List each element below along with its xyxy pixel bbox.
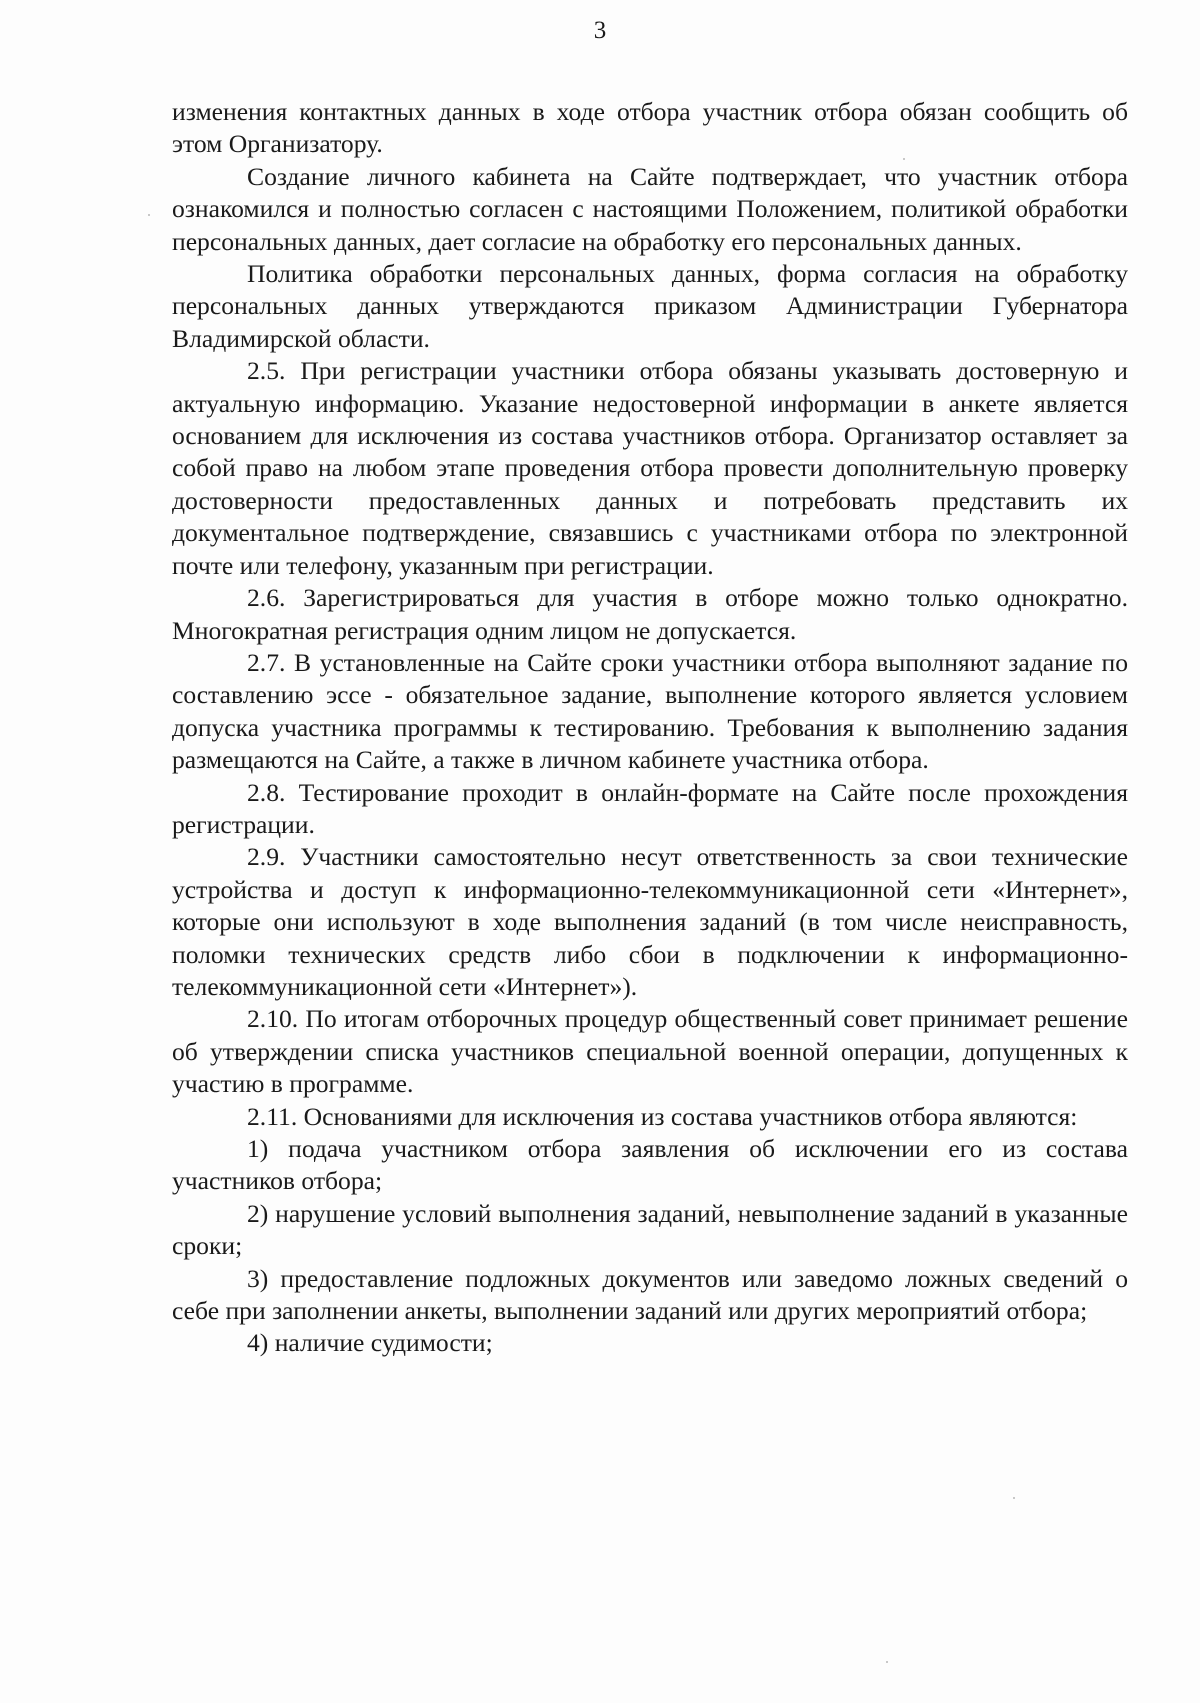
document-body (172, 96, 1128, 1360)
scan-speck (903, 158, 905, 160)
paragraph-2-11: 2.11. Основаниями для исключения из состава участников отбора являются: (247, 1101, 1078, 1131)
list-item-4: 4) наличие судимости; (247, 1328, 493, 1358)
paragraph-continuation: изменения контактных данных в ходе отбора участник отбора обязан сообщить об этом Организатору. (172, 97, 1128, 159)
paragraph-2-8: 2.8. Тестирование проходит в онлайн-формате на Сайте после прохождения регистрации. (172, 777, 1128, 839)
scan-speck (886, 1661, 888, 1663)
paragraph-privacy-policy: Политика обработки персональных данных, форма согласия на обработку персональных данных утверждаются приказом Администрации Губернатора Владимирской области. (172, 259, 1128, 353)
list-item-1: 1) подача участником отбора заявления об исключении его из состава участников отбора; (172, 1134, 1128, 1196)
paragraph-2-10: 2.10. По итогам отборочных процедур общественный совет принимает решение об утверждении списка участников специальной военной операции, допущенных к участию в программе. (172, 1004, 1128, 1099)
scan-speck (1013, 1497, 1015, 1499)
paragraph-2-5: 2.5. При регистрации участники отбора обязаны указывать достоверную и актуальную информацию. Указание недостоверной информации в анкете является основанием для исключения из состава участников отбора. Организатор оставляет за собой право на любом этапе проведения отбора провести дополнительную проверку достоверности предоставленных данных и потребовать представить их документальное подтверждение, связавшись с участниками отбора по электронной почте или телефону, указанным при регистрации. (172, 356, 1128, 580)
list-item-3: 3) предоставление подложных документов или заведомо ложных сведений о себе при заполнении анкеты, выполнении заданий или других мероприятий отбора; (172, 1263, 1128, 1326)
list-item-2: 2) нарушение условий выполнения заданий, невыполнение заданий в указанные сроки; (172, 1198, 1128, 1261)
scan-speck (148, 214, 150, 216)
paragraph-2-6: 2.6. Зарегистрироваться для участия в отборе можно только однократно. Многократная регистрация одним лицом не допускается. (172, 583, 1128, 645)
paragraph-2-7: 2.7. В установленные на Сайте сроки участники отбора выполняют задание по составлению эссе - обязательное задание, выполнение которого является условием допуска участника программы к тестированию. Требования к выполнению задания размещаются на Сайте, а также в личном кабинете участника отбора. (172, 647, 1128, 775)
paragraph-personal-account: Создание личного кабинета на Сайте подтверждает, что участник отбора ознакомился и полностью согласен с настоящими Положением, политикой обработки персональных данных, дает согласие на обработку его персональных данных. (172, 161, 1128, 256)
paragraph-2-9: 2.9. Участники самостоятельно несут ответственность за свои технические устройства и доступ к информационно-телекоммуникационной сети «Интернет», которые они используют в ходе выполнения заданий (в том числе неисправность, поломки технических средств либо сбои в подключении к информационно-телекоммуникационной сети «Интернет»). (172, 842, 1128, 1001)
page-number: 3 (593, 17, 607, 44)
